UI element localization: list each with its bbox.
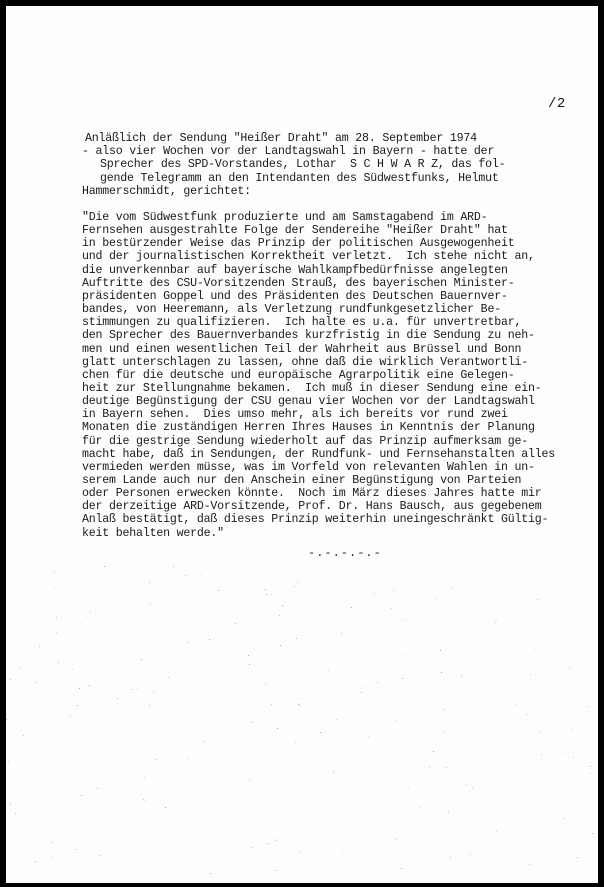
quote-line: den Sprecher des Bauernverbandes kurzfristig in die Sendung zu neh- bbox=[82, 329, 535, 343]
intro-line: Anläßlich der Sendung "Heißer Draht" am 28. September 1974 bbox=[85, 132, 477, 145]
quote-line: stimmungen zu qualifizieren. Ich halte es u.a. für unvertretbar, bbox=[82, 316, 522, 330]
page-number: /2 bbox=[548, 96, 566, 112]
intro-line: - also vier Wochen vor der Landtagswahl in Bayern - hatte der bbox=[82, 145, 495, 159]
quote-line: vermieden werden müsse, was im Vorfeld von relevanten Wahlen in un- bbox=[82, 460, 535, 474]
quote-line: Fernsehen ausgestrahlte Folge der Sendereihe "Heißer Draht" hat bbox=[82, 224, 508, 238]
intro-line: Hammerschmidt, gerichtet: bbox=[82, 184, 251, 198]
quote-line: heit zur Stellungnahme bekamen. Ich muß in dieser Sendung eine ein- bbox=[82, 381, 542, 395]
quote-line: für die gestrige Sendung wiederholt auf das Prinzip aufmerksam ge- bbox=[82, 434, 528, 448]
intro-line: gende Telegramm an den Intendanten des Südwestfunks, Helmut bbox=[100, 171, 499, 185]
quote-line: in bestürzender Weise das Prinzip der politischen Ausgewogenheit bbox=[82, 237, 515, 251]
quote-line: der derzeitige ARD-Vorsitzende, Prof. Dr. Hans Bausch, aus gegebenem bbox=[82, 500, 542, 514]
quote-line: "Die vom Südwestfunk produzierte und am Samstagabend im ARD- bbox=[82, 211, 488, 224]
quote-line: und der journalistischen Korrektheit verletzt. Ich stehe nicht an, bbox=[82, 250, 535, 264]
quote-line: chen für die deutsche und europäische Agrarpolitik eine Gelegen- bbox=[82, 368, 515, 382]
quote-line: glatt unterschlagen zu lassen, ohne daß die wirklich Verantwortli- bbox=[82, 355, 528, 369]
quote-line: deutige Begünstigung der CSU genau vier Wochen vor der Landtagswahl bbox=[82, 395, 535, 409]
quote-line: Anlaß bestätigt, daß dieses Prinzip weiterhin uneingeschränkt Gültig- bbox=[82, 513, 549, 527]
intro-line: Sprecher des SPD-Vorstandes, Lothar S C H W A R Z, das fol- bbox=[100, 158, 506, 172]
quote-line: Auftritte des CSU-Vorsitzenden Strauß, des bayerischen Minister- bbox=[82, 276, 515, 290]
quote-line: oder Personen erwecken könnte. Noch im März dieses Jahres hatte mir bbox=[82, 487, 542, 501]
quote-line: serem Lande auch nur den Anschein einer Begünstigung von Parteien bbox=[82, 474, 522, 487]
quote-line: präsidenten Goppel und des Präsidenten des Deutschen Bauernver- bbox=[82, 289, 508, 303]
quote-line: in Bayern sehen. Dies umso mehr, als ich bereits vor rund zwei bbox=[82, 408, 508, 422]
end-divider: -.-.-.-.- bbox=[308, 546, 382, 560]
quote-line: keit behalten werde." bbox=[82, 526, 224, 540]
quote-line: bandes, von Heeremann, als Verletzung rundfunkgesetzlicher Be- bbox=[82, 303, 501, 317]
document-page bbox=[6, 6, 598, 883]
quote-line: die unverkennbar auf bayerische Wahlkampfbedürfnisse angelegten bbox=[82, 263, 508, 277]
quote-line: Monaten die zuständigen Herren Ihres Hauses in Kenntnis der Planung bbox=[82, 421, 535, 435]
quote-line: macht habe, daß in Sendungen, der Rundfunk- und Fernsehanstalten alles bbox=[82, 447, 556, 461]
quote-line: men und einen wesentlichen Teil der Wahrheit aus Brüssel und Bonn bbox=[82, 342, 522, 356]
